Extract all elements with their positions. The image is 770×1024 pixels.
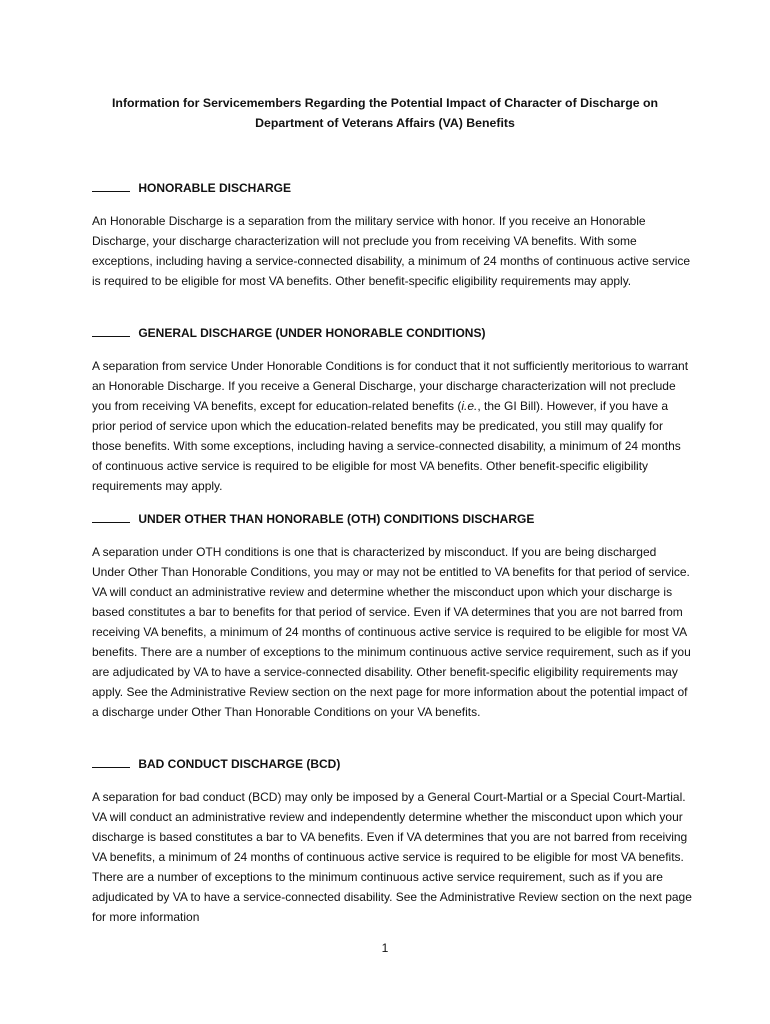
paragraph-text-before: A separation from service Under Honorable Conditions is for conduct that it not sufficiently meritorious to warrant an Honorable Discharge. If you receive a General Discharge, your discharge characterization will not preclude you from receiving VA benefits, except for education-related benefits ( — [92, 359, 689, 413]
section-general — [92, 324, 692, 496]
section-heading — [92, 510, 692, 528]
section-paragraph — [92, 356, 692, 496]
section-heading — [92, 755, 692, 773]
section-heading — [92, 324, 692, 342]
section-heading — [92, 179, 692, 197]
paragraph-text-ie: i.e. — [461, 399, 478, 413]
heading-text: GENERAL DISCHARGE (UNDER HONORABLE CONDITIONS) — [138, 326, 486, 340]
section-paragraph: A separation under OTH conditions is one that is characterized by misconduct. If you are being discharged Under Other Than Honorable Conditions, you may or may not be entitled to VA benefits for that period of service. VA will conduct an administrative review and determine whether the misconduct upon which your discharge is based constitutes a bar to benefits for that period of service. Even if VA determines that you are not barred from receiving VA benefits, a minimum of 24 months of continuous active service is required to be eligible for most VA benefits. There are a number of exceptions to the minimum continuous active service requirement, such as if you are adjudicated by VA to have a service-connected disability. Other benefit-specific eligibility requirements may apply. See the Administrative Review section on the next page for more information about the potential impact of a discharge under Other Than Honorable Conditions on your VA benefits. — [92, 545, 691, 719]
checkbox-blank-bcd[interactable] — [92, 755, 130, 768]
checkbox-blank-honorable[interactable] — [92, 179, 130, 192]
section-oth — [92, 510, 692, 722]
paragraph-text-after: , the GI Bill). However, if you have a prior period of service upon which the education-related benefits may be predicated, you still may qualify for those benefits. With some exceptions, including having a service-connected disability, a minimum of 24 months of continuous active service is required to be eligible for most VA benefits. Other benefit-specific eligibility requirements may apply. — [92, 399, 681, 493]
section-bcd — [92, 755, 692, 927]
document-title — [60, 93, 710, 133]
section-honorable — [92, 179, 692, 291]
heading-text: UNDER OTHER THAN HONORABLE (OTH) CONDITIONS DISCHARGE — [138, 512, 535, 526]
heading-text: BAD CONDUCT DISCHARGE (BCD) — [138, 757, 341, 771]
checkbox-blank-oth[interactable] — [92, 510, 130, 523]
title-line-2: Department of Veterans Affairs (VA) Benefits — [255, 116, 515, 130]
section-paragraph: An Honorable Discharge is a separation from the military service with honor. If you receive an Honorable Discharge, your discharge characterization will not preclude you from receiving VA benefits. With some exceptions, including having a service-connected disability, a minimum of 24 months of continuous active service is required to be eligible for most VA benefits. Other benefit-specific eligibility requirements may apply. — [92, 214, 691, 288]
page-number: 1 — [381, 941, 389, 955]
checkbox-blank-general[interactable] — [92, 324, 130, 337]
title-line-1: Information for Servicemembers Regarding the Potential Impact of Character of Discharge on — [112, 96, 658, 110]
section-paragraph: A separation for bad conduct (BCD) may only be imposed by a General Court-Martial or a Special Court-Martial. VA will conduct an administrative review and independently determine whether the misconduct upon which your discharge is based constitutes a bar to VA benefits. Even if VA determines that you are not barred from receiving VA benefits, a minimum of 24 months of continuous active service is required to be eligible for most VA benefits. There are a number of exceptions to the minimum continuous active service requirement, such as if you are adjudicated by VA to have a service-connected disability. See the Administrative Review section on the next page for more information — [92, 790, 692, 924]
heading-text: HONORABLE DISCHARGE — [138, 181, 292, 195]
